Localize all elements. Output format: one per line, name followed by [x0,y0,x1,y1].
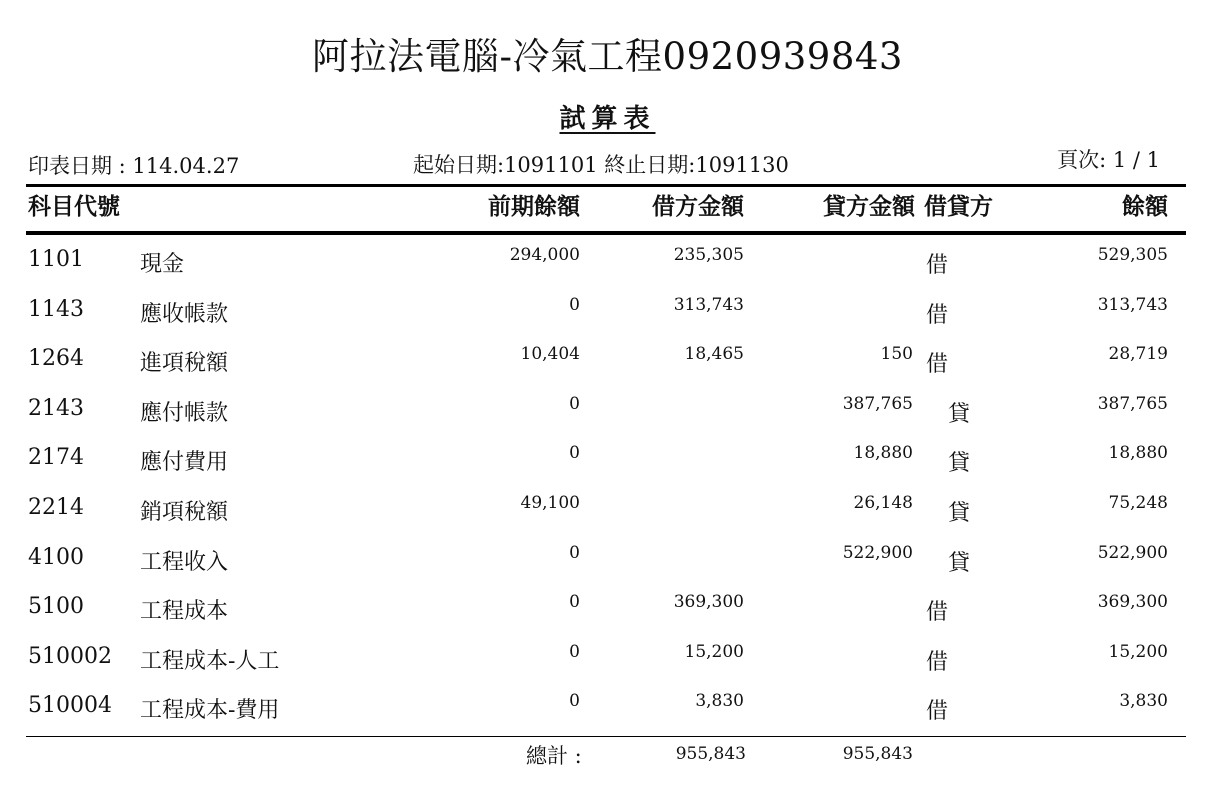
balance: 313,743 [1097,294,1168,315]
account-rows [0,236,1215,732]
account-code: 2174 [28,445,84,471]
debit-credit-indicator: 貸 [948,500,971,526]
report-title-text: 試算表 [559,104,656,134]
previous-balance: 294,000 [509,245,580,265]
debit-amount: 18,465 [684,344,744,365]
debit-credit-indicator: 借 [926,352,949,378]
column-header-code: 科目代號 [28,193,120,220]
table-row [0,534,1215,584]
table-row [0,484,1215,534]
previous-balance: 10,404 [520,344,580,365]
totals-label: 總計 : [526,744,582,768]
previous-balance: 0 [569,641,580,662]
previous-balance: 0 [569,691,580,712]
header-top-rule [26,184,1186,187]
account-code: 5100 [28,594,84,620]
balance: 18,880 [1108,443,1168,464]
balance: 529,305 [1097,245,1168,265]
balance: 369,300 [1097,592,1168,613]
column-header-balance: 餘額 [1122,193,1168,220]
account-name: 工程成本 [140,599,229,625]
balance: 522,900 [1097,542,1168,563]
report-title [0,98,1215,135]
totals-rule [26,736,1186,737]
previous-balance: 0 [569,592,580,613]
previous-balance: 0 [569,294,580,315]
account-code: 4100 [28,544,84,570]
account-name: 銷項稅額 [140,499,229,525]
account-name: 應付費用 [140,450,229,476]
previous-balance: 0 [569,542,580,563]
account-code: 1143 [28,296,84,322]
page-number: 頁次: 1 / 1 [1057,148,1160,172]
table-row [0,385,1215,435]
date-range: 起始日期:1091101 終止日期:1091130 [413,153,789,177]
debit-credit-indicator: 貸 [948,401,971,427]
table-row [0,682,1215,732]
table-row [0,633,1215,683]
credit-amount: 522,900 [842,542,913,563]
previous-balance: 49,100 [520,492,580,513]
table-row [0,236,1215,286]
table-row [0,286,1215,336]
balance: 75,248 [1108,492,1168,513]
debit-amount: 3,830 [695,691,744,712]
debit-credit-indicator: 借 [926,699,949,725]
account-code: 2214 [28,494,84,520]
previous-balance: 0 [569,393,580,414]
debit-amount: 15,200 [684,641,744,662]
debit-amount: 313,743 [673,294,744,315]
table-row [0,434,1215,484]
balance: 3,830 [1119,691,1168,712]
account-name: 工程收入 [140,549,229,575]
credit-amount: 387,765 [842,393,913,414]
balance: 387,765 [1097,393,1168,414]
column-header-debit-credit: 借貸方 [924,193,993,220]
total-credit: 955,843 [842,744,913,764]
account-name: 應付帳款 [140,400,229,426]
account-code: 510004 [28,693,112,719]
header-bottom-rule [26,231,1186,235]
account-code: 1264 [28,346,84,372]
debit-credit-indicator: 貸 [948,550,971,576]
account-name: 工程成本-人工 [140,648,280,674]
column-header-credit-amount: 貸方金額 [823,193,915,220]
company-name: 阿拉法電腦-冷氣工程0920939843 [312,35,903,78]
debit-credit-indicator: 借 [926,253,949,278]
debit-amount: 235,305 [673,245,744,265]
account-code: 1101 [28,247,84,272]
debit-amount: 369,300 [673,592,744,613]
account-name: 應收帳款 [140,301,229,327]
debit-credit-indicator: 借 [926,600,949,626]
balance: 28,719 [1108,344,1168,365]
credit-amount: 150 [880,344,913,365]
table-row [0,583,1215,633]
balance: 15,200 [1108,641,1168,662]
credit-amount: 26,148 [853,492,913,513]
print-date: 印表日期 : 114.04.27 [28,154,240,178]
table-row [0,335,1215,385]
total-debit: 955,843 [675,744,746,764]
previous-balance: 0 [569,443,580,464]
credit-amount: 18,880 [853,443,913,464]
account-name: 工程成本-費用 [140,698,280,724]
account-code: 2143 [28,395,84,421]
account-name: 進項稅額 [140,351,229,377]
column-header-debit-amount: 借方金額 [652,193,744,220]
debit-credit-indicator: 借 [926,302,949,328]
account-name: 現金 [140,252,185,277]
account-code: 510002 [28,643,112,669]
column-header-previous-balance: 前期餘額 [488,193,580,220]
debit-credit-indicator: 借 [926,649,949,675]
debit-credit-indicator: 貸 [948,451,971,477]
